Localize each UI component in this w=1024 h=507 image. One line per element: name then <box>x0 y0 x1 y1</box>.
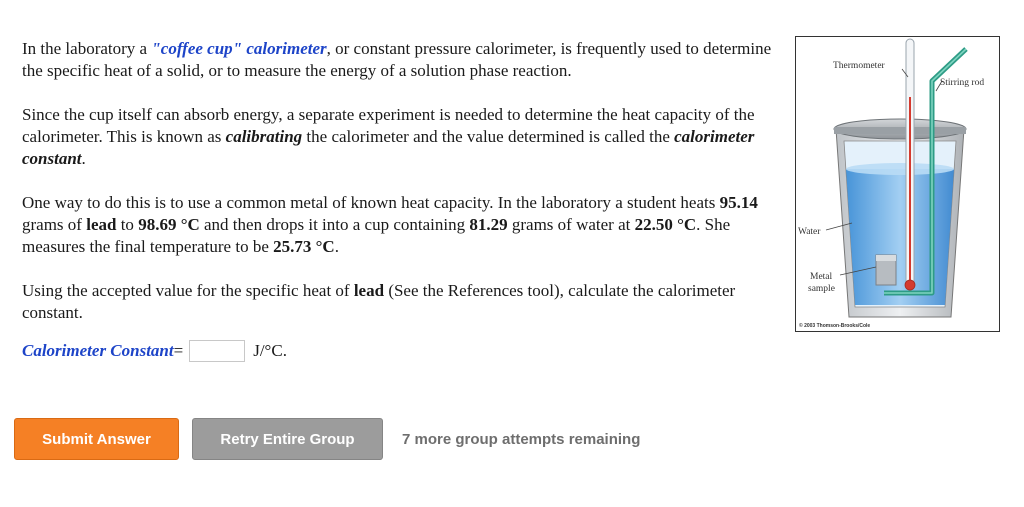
label-stirring-rod: Stirring rod <box>940 78 985 88</box>
water <box>846 169 954 305</box>
paragraph-intro: In the laboratory a "coffee cup" calorimeter, or constant pressure calorimeter, is frequently used to determine the specific heat of a solid, or to measure the energy of a solution phase reaction. <box>22 39 772 80</box>
answer-unit: J/°C. <box>253 341 287 360</box>
action-bar <box>14 418 640 460</box>
value-metal-name: lead <box>86 215 117 234</box>
label-sample: sample <box>808 284 835 294</box>
attempts-remaining: 7 more group attempts remaining <box>402 430 641 448</box>
paragraph-calibration: Since the cup itself can absorb energy, a separate experiment is needed to determine the heat capacity of the calorimeter. This is known as calibrating the calorimeter and the value determined is called the calorimeter constant. <box>22 105 755 168</box>
paragraph-experiment: One way to do this is to use a common metal of known heat capacity. In the laboratory a student heats 95.14 grams of lead to 98.69 °C and then drops it into a cup containing 81.29 grams of water at 22.50 °C. She measures the final temperature to be 25.73 °C. <box>22 193 758 256</box>
value-metal-name-task: lead <box>353 281 385 300</box>
answer-equals: = <box>173 341 184 360</box>
value-metal-mass: 95.14 <box>719 193 758 212</box>
term-calibrating: calibrating <box>225 127 303 146</box>
label-thermometer: Thermometer <box>833 61 885 71</box>
calorimeter-figure <box>795 36 1000 332</box>
paragraph-task: Using the accepted value for the specific heat of lead (See the References tool), calculate the calorimeter constant. <box>22 281 736 322</box>
submit-answer-button[interactable]: Submit Answer <box>14 418 179 460</box>
retry-entire-group-button[interactable]: Retry Entire Group <box>192 418 383 460</box>
value-final-temp: 25.73 °C <box>273 237 335 256</box>
value-water-temp: 22.50 °C <box>634 215 697 234</box>
answer-row <box>22 340 792 362</box>
calorimeter-constant-input[interactable] <box>189 340 245 362</box>
answer-label: Calorimeter Constant <box>22 341 174 360</box>
value-metal-temp: 98.69 °C <box>138 215 200 234</box>
question-text <box>22 38 792 362</box>
figure-copyright: © 2003 Thomson-Brooks/Cole <box>799 323 871 329</box>
value-water-mass: 81.29 <box>469 215 508 234</box>
term-coffee-cup-calorimeter: "coffee cup" calorimeter <box>151 39 327 58</box>
label-water: Water <box>798 227 821 237</box>
calorimeter-diagram <box>796 37 999 331</box>
label-metal: Metal <box>810 272 833 282</box>
term-calorimeter-constant: calorimeter constant <box>22 127 755 168</box>
